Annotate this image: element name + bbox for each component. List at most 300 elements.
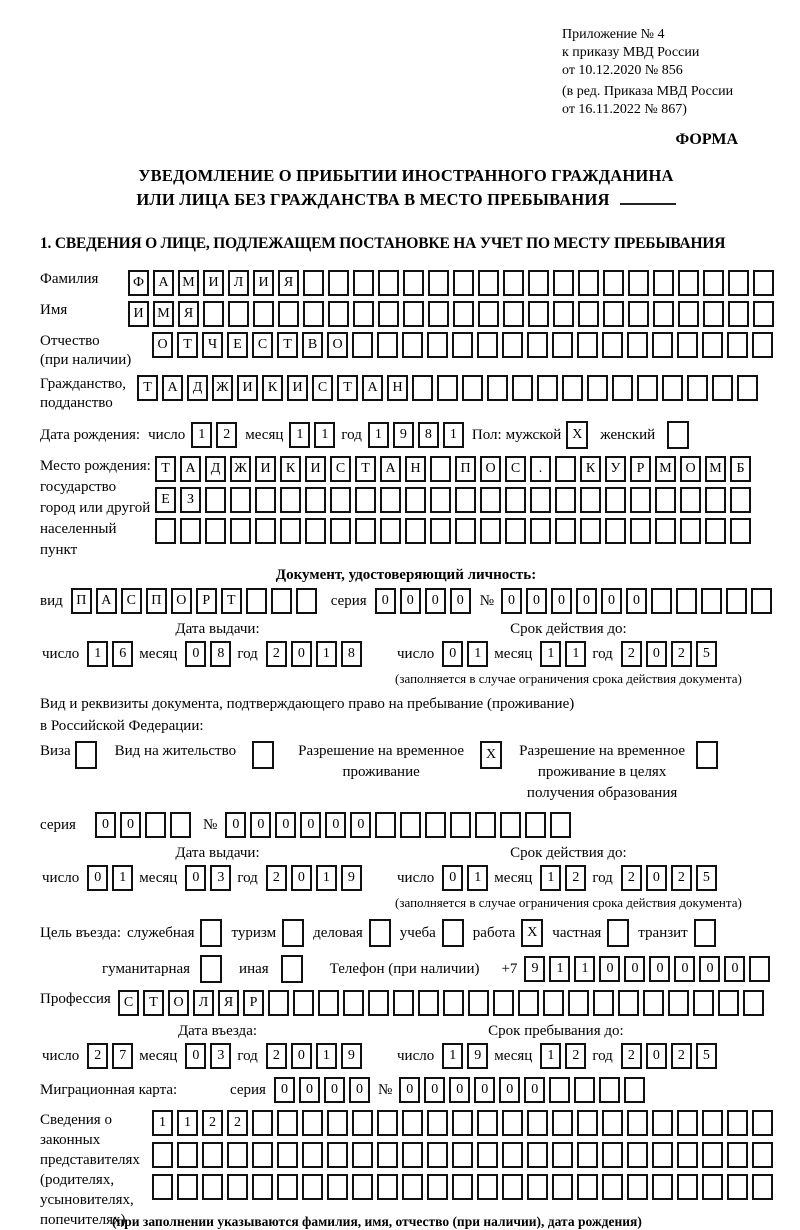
char-box[interactable]: 2 bbox=[266, 865, 287, 891]
char-box[interactable] bbox=[327, 1174, 348, 1200]
char-box[interactable]: 1 bbox=[87, 641, 108, 667]
char-box[interactable]: А bbox=[362, 375, 383, 401]
char-box[interactable]: 2 bbox=[621, 1043, 642, 1069]
char-box[interactable]: О bbox=[171, 588, 192, 614]
char-box[interactable] bbox=[580, 518, 601, 544]
char-box[interactable] bbox=[662, 375, 683, 401]
char-box[interactable]: 0 bbox=[185, 865, 206, 891]
char-box[interactable] bbox=[277, 1174, 298, 1200]
char-box[interactable]: 0 bbox=[474, 1077, 495, 1103]
char-box[interactable]: 1 bbox=[314, 422, 335, 448]
char-box[interactable] bbox=[405, 487, 426, 513]
char-box[interactable]: 0 bbox=[425, 588, 446, 614]
char-box[interactable]: 0 bbox=[449, 1077, 470, 1103]
char-box[interactable]: Я bbox=[218, 990, 239, 1016]
char-box[interactable] bbox=[562, 375, 583, 401]
char-box[interactable] bbox=[293, 990, 314, 1016]
char-box[interactable] bbox=[668, 990, 689, 1016]
char-box[interactable]: 0 bbox=[325, 812, 346, 838]
char-box[interactable]: 2 bbox=[266, 641, 287, 667]
char-box[interactable]: 1 bbox=[467, 865, 488, 891]
char-box[interactable] bbox=[605, 487, 626, 513]
char-box[interactable] bbox=[512, 375, 533, 401]
char-box[interactable]: Т bbox=[277, 332, 298, 358]
char-box[interactable] bbox=[602, 1110, 623, 1136]
char-box[interactable] bbox=[378, 270, 399, 296]
char-box[interactable] bbox=[749, 956, 770, 982]
char-box[interactable] bbox=[437, 375, 458, 401]
char-box[interactable] bbox=[525, 812, 546, 838]
char-box[interactable]: Д bbox=[187, 375, 208, 401]
char-box[interactable]: Ж bbox=[212, 375, 233, 401]
char-box[interactable] bbox=[443, 990, 464, 1016]
char-box[interactable] bbox=[203, 301, 224, 327]
char-box[interactable] bbox=[537, 375, 558, 401]
char-box[interactable]: О bbox=[327, 332, 348, 358]
char-box[interactable]: 0 bbox=[551, 588, 572, 614]
char-box[interactable]: 0 bbox=[399, 1077, 420, 1103]
char-box[interactable] bbox=[468, 990, 489, 1016]
char-box[interactable]: 1 bbox=[443, 422, 464, 448]
char-box[interactable]: 2 bbox=[565, 1043, 586, 1069]
char-box[interactable] bbox=[393, 990, 414, 1016]
char-box[interactable]: Ф bbox=[128, 270, 149, 296]
char-box[interactable]: 7 bbox=[112, 1043, 133, 1069]
char-box[interactable] bbox=[375, 812, 396, 838]
char-box[interactable]: С bbox=[118, 990, 139, 1016]
char-box[interactable] bbox=[618, 990, 639, 1016]
char-box[interactable]: 0 bbox=[225, 812, 246, 838]
char-box[interactable]: П bbox=[455, 456, 476, 482]
char-box[interactable] bbox=[280, 487, 301, 513]
char-box[interactable]: 2 bbox=[266, 1043, 287, 1069]
char-box[interactable] bbox=[255, 518, 276, 544]
char-box[interactable] bbox=[643, 990, 664, 1016]
char-box[interactable] bbox=[378, 301, 399, 327]
char-box[interactable] bbox=[602, 332, 623, 358]
char-box[interactable] bbox=[380, 487, 401, 513]
char-box[interactable]: 0 bbox=[275, 812, 296, 838]
char-box[interactable] bbox=[530, 518, 551, 544]
char-box[interactable] bbox=[452, 1142, 473, 1168]
char-box[interactable]: Я bbox=[178, 301, 199, 327]
char-box[interactable] bbox=[727, 1110, 748, 1136]
char-box[interactable] bbox=[205, 487, 226, 513]
char-box[interactable] bbox=[427, 1174, 448, 1200]
char-box[interactable] bbox=[353, 270, 374, 296]
purpose-work-checkbox[interactable]: X bbox=[521, 919, 543, 947]
char-box[interactable] bbox=[170, 812, 191, 838]
char-box[interactable] bbox=[753, 301, 774, 327]
char-box[interactable]: Т bbox=[177, 332, 198, 358]
char-box[interactable]: 2 bbox=[671, 1043, 692, 1069]
char-box[interactable] bbox=[403, 301, 424, 327]
char-box[interactable]: К bbox=[280, 456, 301, 482]
char-box[interactable] bbox=[702, 1174, 723, 1200]
char-box[interactable] bbox=[577, 332, 598, 358]
char-box[interactable] bbox=[577, 1174, 598, 1200]
char-box[interactable] bbox=[477, 1142, 498, 1168]
char-box[interactable] bbox=[505, 487, 526, 513]
char-box[interactable] bbox=[380, 518, 401, 544]
char-box[interactable] bbox=[752, 1142, 773, 1168]
char-box[interactable] bbox=[655, 518, 676, 544]
char-box[interactable]: А bbox=[180, 456, 201, 482]
char-box[interactable]: 0 bbox=[274, 1077, 295, 1103]
char-box[interactable] bbox=[255, 487, 276, 513]
char-box[interactable] bbox=[727, 332, 748, 358]
char-box[interactable]: 1 bbox=[442, 1043, 463, 1069]
char-box[interactable] bbox=[637, 375, 658, 401]
char-box[interactable]: 9 bbox=[341, 865, 362, 891]
char-box[interactable] bbox=[574, 1077, 595, 1103]
char-box[interactable]: 1 bbox=[549, 956, 570, 982]
purpose-other-checkbox[interactable] bbox=[281, 955, 303, 983]
char-box[interactable] bbox=[430, 487, 451, 513]
char-box[interactable]: 1 bbox=[565, 641, 586, 667]
char-box[interactable] bbox=[678, 270, 699, 296]
char-box[interactable]: 0 bbox=[400, 588, 421, 614]
char-box[interactable] bbox=[627, 1142, 648, 1168]
char-box[interactable] bbox=[702, 1142, 723, 1168]
char-box[interactable] bbox=[453, 301, 474, 327]
char-box[interactable] bbox=[487, 375, 508, 401]
char-box[interactable]: А bbox=[380, 456, 401, 482]
char-box[interactable]: 0 bbox=[250, 812, 271, 838]
char-box[interactable] bbox=[455, 487, 476, 513]
char-box[interactable]: 0 bbox=[349, 1077, 370, 1103]
char-box[interactable] bbox=[503, 270, 524, 296]
char-box[interactable] bbox=[455, 518, 476, 544]
char-box[interactable] bbox=[230, 518, 251, 544]
char-box[interactable]: 6 bbox=[112, 641, 133, 667]
char-box[interactable]: 0 bbox=[601, 588, 622, 614]
char-box[interactable]: 0 bbox=[450, 588, 471, 614]
char-box[interactable] bbox=[227, 1142, 248, 1168]
char-box[interactable] bbox=[677, 1110, 698, 1136]
char-box[interactable]: 0 bbox=[291, 1043, 312, 1069]
char-box[interactable]: М bbox=[655, 456, 676, 482]
visa-checkbox[interactable] bbox=[75, 741, 97, 769]
char-box[interactable] bbox=[278, 301, 299, 327]
purpose-humanitarian-checkbox[interactable] bbox=[200, 955, 222, 983]
char-box[interactable] bbox=[328, 270, 349, 296]
char-box[interactable]: 0 bbox=[185, 1043, 206, 1069]
char-box[interactable]: И bbox=[128, 301, 149, 327]
char-box[interactable] bbox=[477, 332, 498, 358]
char-box[interactable] bbox=[552, 1174, 573, 1200]
char-box[interactable] bbox=[605, 518, 626, 544]
char-box[interactable] bbox=[252, 1110, 273, 1136]
char-box[interactable] bbox=[728, 270, 749, 296]
char-box[interactable]: 2 bbox=[621, 865, 642, 891]
char-box[interactable] bbox=[627, 1174, 648, 1200]
char-box[interactable] bbox=[552, 332, 573, 358]
char-box[interactable]: 0 bbox=[291, 865, 312, 891]
char-box[interactable] bbox=[252, 1174, 273, 1200]
char-box[interactable]: П bbox=[146, 588, 167, 614]
char-box[interactable]: 2 bbox=[671, 641, 692, 667]
char-box[interactable]: 9 bbox=[393, 422, 414, 448]
char-box[interactable]: 5 bbox=[696, 641, 717, 667]
char-box[interactable] bbox=[477, 1174, 498, 1200]
char-box[interactable]: А bbox=[96, 588, 117, 614]
char-box[interactable] bbox=[402, 1174, 423, 1200]
char-box[interactable] bbox=[527, 1174, 548, 1200]
char-box[interactable] bbox=[305, 518, 326, 544]
char-box[interactable] bbox=[305, 487, 326, 513]
char-box[interactable]: С bbox=[121, 588, 142, 614]
char-box[interactable]: 2 bbox=[87, 1043, 108, 1069]
char-box[interactable] bbox=[252, 1142, 273, 1168]
char-box[interactable]: 0 bbox=[350, 812, 371, 838]
char-box[interactable]: 0 bbox=[599, 956, 620, 982]
char-box[interactable] bbox=[527, 1110, 548, 1136]
char-box[interactable] bbox=[705, 518, 726, 544]
char-box[interactable] bbox=[676, 588, 697, 614]
char-box[interactable]: 8 bbox=[418, 422, 439, 448]
char-box[interactable] bbox=[152, 1142, 173, 1168]
char-box[interactable] bbox=[503, 301, 524, 327]
char-box[interactable] bbox=[652, 1174, 673, 1200]
char-box[interactable] bbox=[627, 1110, 648, 1136]
char-box[interactable]: С bbox=[252, 332, 273, 358]
char-box[interactable]: 1 bbox=[289, 422, 310, 448]
char-box[interactable]: В bbox=[302, 332, 323, 358]
char-box[interactable] bbox=[652, 332, 673, 358]
char-box[interactable]: Я bbox=[278, 270, 299, 296]
char-box[interactable] bbox=[152, 1174, 173, 1200]
char-box[interactable]: Е bbox=[155, 487, 176, 513]
char-box[interactable]: Д bbox=[205, 456, 226, 482]
char-box[interactable]: М bbox=[153, 301, 174, 327]
char-box[interactable] bbox=[180, 518, 201, 544]
char-box[interactable]: Ж bbox=[230, 456, 251, 482]
char-box[interactable]: Т bbox=[355, 456, 376, 482]
purpose-private-checkbox[interactable] bbox=[607, 919, 629, 947]
char-box[interactable] bbox=[737, 375, 758, 401]
char-box[interactable]: 9 bbox=[467, 1043, 488, 1069]
char-box[interactable] bbox=[327, 1110, 348, 1136]
char-box[interactable] bbox=[653, 301, 674, 327]
char-box[interactable] bbox=[478, 301, 499, 327]
char-box[interactable] bbox=[377, 332, 398, 358]
char-box[interactable] bbox=[475, 812, 496, 838]
char-box[interactable]: 2 bbox=[227, 1110, 248, 1136]
char-box[interactable] bbox=[452, 1174, 473, 1200]
purpose-tourism-checkbox[interactable] bbox=[282, 919, 304, 947]
char-box[interactable]: 0 bbox=[699, 956, 720, 982]
char-box[interactable] bbox=[302, 1110, 323, 1136]
char-box[interactable]: 0 bbox=[526, 588, 547, 614]
char-box[interactable] bbox=[318, 990, 339, 1016]
char-box[interactable] bbox=[502, 1174, 523, 1200]
char-box[interactable] bbox=[727, 1174, 748, 1200]
char-box[interactable] bbox=[377, 1174, 398, 1200]
char-box[interactable] bbox=[630, 518, 651, 544]
char-box[interactable]: С bbox=[505, 456, 526, 482]
char-box[interactable] bbox=[427, 332, 448, 358]
char-box[interactable] bbox=[603, 301, 624, 327]
char-box[interactable]: 1 bbox=[467, 641, 488, 667]
char-box[interactable] bbox=[577, 1110, 598, 1136]
char-box[interactable] bbox=[580, 487, 601, 513]
char-box[interactable] bbox=[246, 588, 267, 614]
char-box[interactable] bbox=[205, 518, 226, 544]
char-box[interactable]: 0 bbox=[324, 1077, 345, 1103]
char-box[interactable] bbox=[480, 487, 501, 513]
char-box[interactable]: А bbox=[162, 375, 183, 401]
char-box[interactable]: 2 bbox=[202, 1110, 223, 1136]
char-box[interactable] bbox=[202, 1174, 223, 1200]
char-box[interactable] bbox=[652, 1110, 673, 1136]
char-box[interactable]: П bbox=[71, 588, 92, 614]
char-box[interactable] bbox=[549, 1077, 570, 1103]
char-box[interactable] bbox=[452, 332, 473, 358]
char-box[interactable] bbox=[555, 456, 576, 482]
char-box[interactable] bbox=[493, 990, 514, 1016]
char-box[interactable]: Ч bbox=[202, 332, 223, 358]
char-box[interactable] bbox=[678, 301, 699, 327]
char-box[interactable]: 1 bbox=[540, 1043, 561, 1069]
char-box[interactable]: 0 bbox=[499, 1077, 520, 1103]
char-box[interactable]: О bbox=[680, 456, 701, 482]
char-box[interactable] bbox=[355, 487, 376, 513]
char-box[interactable]: И bbox=[237, 375, 258, 401]
char-box[interactable] bbox=[302, 1142, 323, 1168]
temp-residence-checkbox[interactable]: X bbox=[480, 741, 502, 769]
char-box[interactable]: 0 bbox=[646, 1043, 667, 1069]
purpose-study-checkbox[interactable] bbox=[442, 919, 464, 947]
char-box[interactable] bbox=[277, 1110, 298, 1136]
char-box[interactable] bbox=[555, 518, 576, 544]
char-box[interactable]: 1 bbox=[316, 1043, 337, 1069]
char-box[interactable]: 0 bbox=[87, 865, 108, 891]
char-box[interactable]: 0 bbox=[185, 641, 206, 667]
char-box[interactable]: 1 bbox=[368, 422, 389, 448]
char-box[interactable] bbox=[553, 301, 574, 327]
char-box[interactable] bbox=[462, 375, 483, 401]
char-box[interactable] bbox=[552, 1142, 573, 1168]
char-box[interactable]: 0 bbox=[442, 865, 463, 891]
female-checkbox[interactable] bbox=[667, 421, 689, 449]
char-box[interactable]: И bbox=[203, 270, 224, 296]
char-box[interactable] bbox=[352, 1174, 373, 1200]
char-box[interactable] bbox=[277, 1142, 298, 1168]
char-box[interactable]: Т bbox=[155, 456, 176, 482]
char-box[interactable] bbox=[612, 375, 633, 401]
char-box[interactable] bbox=[427, 1110, 448, 1136]
char-box[interactable]: М bbox=[705, 456, 726, 482]
char-box[interactable]: С bbox=[330, 456, 351, 482]
char-box[interactable] bbox=[253, 301, 274, 327]
char-box[interactable]: О bbox=[168, 990, 189, 1016]
char-box[interactable] bbox=[296, 588, 317, 614]
char-box[interactable] bbox=[227, 1174, 248, 1200]
char-box[interactable]: Н bbox=[387, 375, 408, 401]
temp-residence-education-checkbox[interactable] bbox=[696, 741, 718, 769]
male-checkbox[interactable]: X bbox=[566, 421, 588, 449]
char-box[interactable] bbox=[753, 270, 774, 296]
char-box[interactable]: 0 bbox=[442, 641, 463, 667]
char-box[interactable] bbox=[703, 301, 724, 327]
char-box[interactable]: 0 bbox=[120, 812, 141, 838]
char-box[interactable] bbox=[752, 1110, 773, 1136]
char-box[interactable] bbox=[627, 332, 648, 358]
char-box[interactable]: 0 bbox=[674, 956, 695, 982]
char-box[interactable] bbox=[730, 487, 751, 513]
char-box[interactable] bbox=[328, 301, 349, 327]
char-box[interactable]: 1 bbox=[540, 641, 561, 667]
char-box[interactable] bbox=[452, 1110, 473, 1136]
char-box[interactable] bbox=[145, 812, 166, 838]
char-box[interactable] bbox=[527, 332, 548, 358]
char-box[interactable]: Л bbox=[193, 990, 214, 1016]
char-box[interactable] bbox=[477, 1110, 498, 1136]
char-box[interactable]: 5 bbox=[696, 1043, 717, 1069]
char-box[interactable]: К bbox=[262, 375, 283, 401]
char-box[interactable]: 9 bbox=[524, 956, 545, 982]
char-box[interactable] bbox=[552, 1110, 573, 1136]
char-box[interactable]: К bbox=[580, 456, 601, 482]
char-box[interactable]: Т bbox=[221, 588, 242, 614]
char-box[interactable]: 1 bbox=[177, 1110, 198, 1136]
residence-permit-checkbox[interactable] bbox=[252, 741, 274, 769]
char-box[interactable] bbox=[330, 518, 351, 544]
char-box[interactable] bbox=[502, 1110, 523, 1136]
char-box[interactable] bbox=[268, 990, 289, 1016]
char-box[interactable] bbox=[578, 270, 599, 296]
char-box[interactable]: Е bbox=[227, 332, 248, 358]
char-box[interactable]: Б bbox=[730, 456, 751, 482]
char-box[interactable] bbox=[177, 1174, 198, 1200]
char-box[interactable] bbox=[303, 301, 324, 327]
char-box[interactable] bbox=[653, 270, 674, 296]
char-box[interactable] bbox=[602, 1174, 623, 1200]
char-box[interactable]: Р bbox=[243, 990, 264, 1016]
char-box[interactable] bbox=[352, 1142, 373, 1168]
char-box[interactable]: С bbox=[312, 375, 333, 401]
char-box[interactable] bbox=[418, 990, 439, 1016]
char-box[interactable] bbox=[602, 1142, 623, 1168]
char-box[interactable] bbox=[677, 1142, 698, 1168]
char-box[interactable] bbox=[427, 1142, 448, 1168]
char-box[interactable] bbox=[528, 270, 549, 296]
char-box[interactable] bbox=[402, 1142, 423, 1168]
char-box[interactable] bbox=[718, 990, 739, 1016]
char-box[interactable] bbox=[368, 990, 389, 1016]
char-box[interactable]: 8 bbox=[341, 641, 362, 667]
char-box[interactable] bbox=[555, 487, 576, 513]
char-box[interactable] bbox=[502, 332, 523, 358]
char-box[interactable]: Т bbox=[143, 990, 164, 1016]
char-box[interactable]: 0 bbox=[375, 588, 396, 614]
char-box[interactable] bbox=[630, 487, 651, 513]
char-box[interactable] bbox=[651, 588, 672, 614]
char-box[interactable]: О bbox=[152, 332, 173, 358]
char-box[interactable] bbox=[727, 1142, 748, 1168]
char-box[interactable]: 0 bbox=[501, 588, 522, 614]
char-box[interactable] bbox=[430, 456, 451, 482]
char-box[interactable]: Н bbox=[405, 456, 426, 482]
char-box[interactable] bbox=[450, 812, 471, 838]
char-box[interactable]: 1 bbox=[316, 641, 337, 667]
char-box[interactable]: И bbox=[287, 375, 308, 401]
char-box[interactable]: 0 bbox=[624, 956, 645, 982]
char-box[interactable]: 1 bbox=[112, 865, 133, 891]
char-box[interactable] bbox=[705, 487, 726, 513]
char-box[interactable]: Р bbox=[630, 456, 651, 482]
